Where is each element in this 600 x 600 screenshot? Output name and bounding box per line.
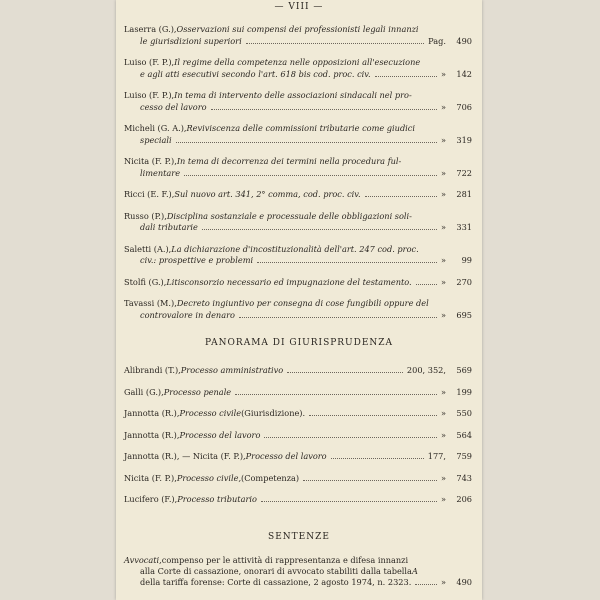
entry-title: controvalore in denaro — [140, 309, 235, 320]
index-entry — [124, 90, 472, 113]
page-number: 331 — [456, 222, 472, 232]
sentenza-text: A — [411, 566, 418, 576]
page-number: 319 — [456, 134, 472, 145]
entry-line — [124, 135, 472, 147]
entry-line — [124, 36, 472, 48]
page-number: 490 — [456, 35, 472, 46]
entry-title: Processo amministrativo — [180, 365, 284, 375]
entry-line — [124, 430, 472, 442]
entry-line — [124, 255, 472, 267]
entry-title: Processo del lavoro — [245, 451, 327, 461]
leader-dots — [235, 394, 437, 395]
sentenza-line — [124, 566, 472, 577]
page-number: 199 — [456, 386, 472, 397]
entry-line — [124, 473, 472, 485]
leader-dots — [184, 175, 437, 176]
leader-dots — [264, 437, 437, 438]
leader-dots — [365, 196, 437, 197]
entry-title: Disciplina sostanziale e processuale delle obbligazioni soli- — [166, 210, 412, 221]
index-entry — [124, 244, 472, 267]
entry-author: Luiso (F. P.), — [124, 57, 175, 67]
entry-author: Galli (G.), — [124, 386, 164, 397]
leader-dots — [239, 317, 437, 318]
page-number: 743 — [456, 472, 472, 483]
page-marker: 200, 352, — [406, 365, 446, 375]
entry-title: Decreto ingiuntivo per consegna di cose fungibili oppure del — [176, 298, 429, 308]
entry-title: Processo del lavoro — [179, 429, 261, 440]
entry-line — [124, 451, 472, 463]
page-marker: » — [440, 167, 446, 178]
entry-title: e agli atti esecutivi secondo l'art. 618 bis cod. proc. civ. — [140, 68, 371, 79]
entry-line — [124, 69, 472, 81]
page-marker: » — [440, 222, 446, 232]
panorama-entry — [124, 473, 472, 485]
leader-dots — [202, 229, 437, 230]
index-entry — [124, 211, 472, 234]
page-number: 695 — [456, 309, 472, 320]
entry-author: Luiso (F. P.), — [124, 90, 175, 100]
page-marker: » — [440, 472, 446, 483]
entry-author: Laserra (G.), — [124, 24, 177, 34]
page-marker: » — [440, 101, 446, 112]
leader-dots — [375, 76, 437, 77]
entry-title: Processo tributario — [177, 494, 257, 504]
entry-title: civ.: prospettive e problemi — [140, 255, 254, 265]
entry-title: In tema di decorrenza dei termini nella procedura ful- — [176, 156, 402, 166]
entry-author: Stolfi (G.), — [124, 276, 167, 287]
entry-title: La dichiarazione d'incostituzionalità dell'art. 247 cod. proc. — [171, 243, 419, 254]
entry-author: Saletti (A.), — [124, 243, 172, 254]
entry-author: Lucifero (F.), — [124, 494, 178, 504]
entry-title: Osservazioni sui compensi dei professionisti legali innanzi — [176, 24, 419, 34]
page-marker: Pag. — [428, 35, 446, 46]
entry-author: Jannotta (R.), — [124, 408, 180, 418]
entry-title: Sul nuovo art. 341, 2° comma, cod. proc. civ. — [174, 189, 361, 199]
page-number: 759 — [456, 451, 472, 461]
entry-line — [124, 156, 472, 168]
page-number: 142 — [456, 68, 472, 79]
index-entry — [124, 57, 472, 80]
entry-title: dali tributarie — [140, 222, 198, 232]
entry-title: In tema di intervento delle associazioni sindacali nel pro- — [174, 90, 412, 100]
entry-line — [124, 365, 472, 377]
entry-line — [124, 408, 472, 420]
page-number: 550 — [456, 408, 472, 418]
sentenza-text: compenso per le attività di rappresentanza e difesa innanzi — [161, 555, 409, 565]
page-marker: » — [440, 494, 446, 504]
entry-line — [124, 168, 472, 180]
entry-author: Nicita (F. P.), — [124, 156, 177, 166]
page-marker: » — [440, 386, 446, 397]
index-entry — [124, 24, 472, 47]
sentenza-line — [124, 555, 472, 566]
entry-title: limentare — [140, 167, 181, 178]
entry-title: Litisconsorzio necessario ed impugnazione del testamento. — [166, 276, 412, 287]
entry-title: Processo civile, — [176, 472, 242, 483]
entry-line — [124, 57, 472, 69]
entry-line — [124, 277, 472, 289]
page-marker: » — [440, 577, 446, 587]
leader-dots — [246, 43, 424, 44]
sentenza-item — [124, 555, 472, 588]
entry-title: speciali — [140, 134, 172, 145]
panorama-entry — [124, 430, 472, 442]
entry-extra: (Giurisdizione). — [241, 408, 306, 418]
panorama-entry — [124, 365, 472, 377]
index-entries — [124, 24, 472, 331]
page-number: 564 — [456, 429, 472, 440]
page-marker: » — [440, 68, 446, 79]
entry-author: Jannotta (R.), — [124, 429, 180, 440]
entry-line — [124, 494, 472, 506]
entry-author: Alibrandi (T.), — [124, 365, 181, 375]
entry-line — [124, 222, 472, 234]
leader-dots — [287, 372, 403, 373]
leader-dots — [211, 109, 437, 110]
page-number: 569 — [456, 365, 472, 375]
entry-author: Ricci (E. F.), — [124, 189, 175, 199]
panorama-entry — [124, 387, 472, 399]
entry-author: Russo (P.), — [124, 210, 167, 221]
page-marker: » — [440, 429, 446, 440]
entry-title: Processo penale — [163, 386, 232, 397]
entry-author: Tavassi (M.), — [124, 298, 177, 308]
index-entry — [124, 156, 472, 179]
page-header: — VIII — — [274, 2, 324, 12]
page-number: 206 — [456, 494, 472, 504]
index-entry — [124, 123, 472, 146]
entry-line — [124, 298, 472, 310]
index-entry — [124, 277, 472, 289]
sentenza-text: alla Corte di cassazione, onorari di avvocato stabiliti dalla tabella — [140, 566, 412, 576]
page-marker: 177, — [427, 451, 446, 461]
page-marker: » — [440, 309, 446, 320]
entry-extra: (Competenza) — [241, 472, 300, 483]
leader-dots — [303, 480, 437, 481]
entry-line — [124, 310, 472, 322]
page-number: 281 — [456, 189, 472, 199]
leader-dots — [261, 501, 437, 502]
page-marker: » — [440, 134, 446, 145]
entry-author: Micheli (G. A.), — [124, 123, 187, 133]
page-number: 270 — [456, 276, 472, 287]
entry-line — [124, 189, 472, 201]
entry-line — [124, 387, 472, 399]
panorama-entry — [124, 494, 472, 506]
page-marker: » — [440, 255, 446, 265]
sentenza-text: della tariffa forense: Corte di cassazione, 2 agosto 1974, n. 2323. — [140, 577, 412, 587]
sentenze-title: SENTENZE — [268, 532, 330, 542]
entry-title: Il regime della competenza nelle opposizioni all'esecuzione — [174, 57, 421, 67]
index-entry — [124, 189, 472, 201]
page-number: 722 — [456, 167, 472, 178]
entry-line — [124, 244, 472, 256]
panorama-entries — [124, 365, 472, 516]
entry-title: cesso del lavoro — [140, 101, 207, 112]
panorama-entry — [124, 408, 472, 420]
sentenze-entry — [124, 555, 472, 598]
page-number: 706 — [456, 101, 472, 112]
leader-dots — [415, 584, 437, 585]
entry-line — [124, 123, 472, 135]
index-entry — [124, 298, 472, 321]
entry-title: Processo civile — [179, 408, 242, 418]
leader-dots — [331, 458, 424, 459]
page-number: 490 — [456, 577, 472, 587]
entry-author: Nicita (F. P.), — [124, 472, 177, 483]
entry-title: le giurisdizioni superiori — [140, 35, 242, 46]
entry-line — [124, 24, 472, 36]
panorama-entry — [124, 451, 472, 463]
entry-line — [124, 211, 472, 223]
entry-title: Reviviscenza delle commissioni tributarie come giudici — [186, 123, 416, 133]
page-marker: » — [440, 408, 446, 418]
panorama-title: PANORAMA DI GIURISPRUDENZA — [204, 338, 394, 348]
leader-dots — [309, 415, 437, 416]
entry-line — [124, 102, 472, 114]
leader-dots — [257, 262, 437, 263]
entry-author: Jannotta (R.), — Nicita (F. P.), — [124, 451, 246, 461]
sentenza-line — [124, 577, 472, 588]
sentenza-lead: Avvocati, — [124, 555, 162, 565]
leader-dots — [176, 142, 437, 143]
page-marker: » — [440, 276, 446, 287]
leader-dots — [416, 284, 437, 285]
entry-line — [124, 90, 472, 102]
page-marker: » — [440, 189, 446, 199]
page-number: 99 — [461, 255, 472, 265]
